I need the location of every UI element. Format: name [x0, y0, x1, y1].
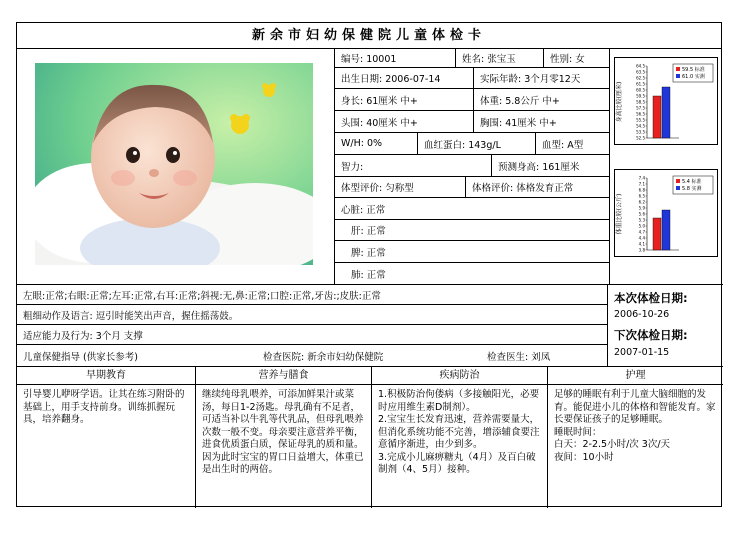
bar-standard — [653, 218, 661, 250]
hospital-field: 检查医院: 新余市妇幼保健院 — [263, 351, 384, 363]
legend-swatch — [676, 74, 680, 78]
guidance-table — [17, 366, 723, 508]
column-title: 营养与膳食 — [196, 367, 371, 385]
column-title: 护理 — [548, 367, 723, 385]
y-tick-label: 3.8 — [638, 247, 645, 253]
this-exam-date: 2006-10-26 — [614, 309, 670, 320]
blood-type-field: 血型: A型 — [535, 133, 609, 154]
legend-label: 5.4 标准 — [682, 178, 702, 185]
gender-field: 性别: 女 — [543, 49, 609, 67]
y-tick-label: 5.3 — [638, 217, 645, 223]
column-title: 疾病防治 — [372, 367, 547, 385]
wh-ratio-field: W/H: 0% — [341, 138, 383, 149]
predicted-height-field: 预测身高: 161厘米 — [491, 155, 609, 176]
guidance-row — [17, 344, 607, 366]
column-text: 继续纯母乳喂养，可添加鲜果汁或菜汤，每日1-2汤匙。母乳确有不足者，可适当补以牛乳等代乳品，但母乳喂养次数一般不变。母亲要注意营养平衡，进食优质蛋白质，保证母乳的质和量。因为此时宝宝的胃口日益增大，体重已是出生时的两倍。 — [202, 389, 364, 475]
y-tick-label: 6.2 — [638, 199, 645, 205]
id-field: 编号: 10001 — [341, 54, 397, 65]
y-axis-label: 体重比较(公斤) — [616, 193, 623, 235]
guidance-column — [371, 367, 547, 508]
guidance-column — [17, 367, 195, 508]
hemoglobin-field: 血红蛋白: 143g/L — [417, 133, 535, 154]
weight-chart — [614, 169, 718, 257]
bar-measured — [662, 210, 670, 250]
y-tick-label: 4.1 — [638, 241, 645, 247]
weight-chart-svg — [615, 170, 717, 256]
guidance-label: 儿童保健指导 (供家长参考) — [23, 351, 138, 363]
legend-swatch — [676, 179, 680, 183]
birth-date-field: 出生日期: 2006-07-14 — [341, 74, 441, 85]
y-tick-label: 5.9 — [638, 205, 645, 211]
legend-swatch — [676, 186, 680, 190]
y-tick-label: 4.7 — [638, 229, 645, 235]
y-tick-label: 63.5 — [636, 69, 645, 75]
y-axis-label: 身高比较(厘米) — [616, 81, 623, 123]
baby-photo — [35, 63, 313, 265]
y-tick-label: 6.8 — [638, 187, 645, 193]
height-chart-svg — [615, 58, 717, 144]
column-text: 1.积极防治佝偻病（多接触阳光，必要时应用维生素D制剂）。 2.宝宝生长发育迅速，营养需要量大，但消化系统功能不完善，增添辅食要注意循序渐进，由少到多。 3.完成小儿麻痹糖丸（4月）及百白破制剂（4、5月）接种。 — [378, 389, 540, 475]
legend-label: 5.8 实测 — [682, 185, 702, 192]
y-tick-label: 55.5 — [636, 117, 645, 123]
info-grid — [335, 49, 609, 284]
y-tick-label: 6.5 — [638, 193, 645, 199]
chest-field: 胸围: 41厘米 中+ — [473, 111, 609, 132]
senses-row: 左眼:正常;右眼:正常;左耳:正常,右耳:正常;斜视:无,鼻:正常;口腔:正常,牙齿:;皮肤:正常 — [17, 284, 607, 304]
guidance-column — [195, 367, 371, 508]
y-tick-label: 7.1 — [638, 181, 645, 187]
y-tick-label: 56.5 — [636, 111, 645, 117]
name-field: 姓名: 张宝玉 — [455, 49, 543, 67]
heart-field: 心脏: 正常 — [341, 204, 386, 216]
doctor-field: 检查医生: 刘凤 — [487, 351, 551, 363]
column-text: 足够的睡眠有利于儿童大脑细胞的发育。能促进小儿的体格和智能发育。家长要保证孩子的足够睡眠。 睡眠时间： 白天：2-2.5小时/次 3次/天 夜间：10小时 — [554, 389, 716, 463]
y-tick-label: 5.6 — [638, 211, 645, 217]
iq-field: 智力: — [341, 161, 364, 173]
next-exam-label: 下次体检日期: — [614, 328, 688, 342]
physique-field: 体型评价: 匀称型 — [341, 183, 414, 194]
legend-swatch — [676, 67, 680, 71]
y-tick-label: 52.5 — [636, 135, 645, 141]
y-tick-label: 59.5 — [636, 93, 645, 99]
guidance-column — [547, 367, 723, 508]
next-exam-date: 2007-01-15 — [614, 347, 670, 358]
y-tick-label: 54.5 — [636, 123, 645, 129]
height-chart — [614, 57, 718, 145]
y-tick-label: 7.4 — [638, 175, 645, 181]
photo-area — [17, 49, 335, 284]
weight-field: 体重: 5.8公斤 中+ — [473, 89, 609, 110]
growth-charts — [609, 49, 723, 284]
adaptive-behavior-row: 适应能力及行为: 3个月 支撑 — [17, 324, 607, 344]
y-tick-label: 64.5 — [636, 63, 645, 69]
liver-field: 肝: 正常 — [351, 226, 386, 237]
head-field: 头围: 40厘米 中+ — [341, 117, 418, 129]
legend-label: 61.0 实测 — [682, 73, 705, 80]
card-title: 新余市妇幼保健院儿童体检卡 — [17, 23, 721, 49]
spleen-field: 脾: 正常 — [351, 247, 386, 259]
motor-language-row: 粗细动作及语言: 逗引时能笑出声音，握住摇荡鼓。 — [17, 304, 607, 324]
bar-standard — [653, 96, 661, 138]
this-exam-label: 本次体检日期: — [614, 291, 688, 305]
bar-measured — [662, 87, 670, 138]
legend-label: 59.5 标准 — [682, 66, 705, 73]
height-field: 身长: 61厘米 中+ — [341, 95, 418, 107]
exam-details — [17, 284, 607, 366]
y-tick-label: 62.5 — [636, 75, 645, 81]
y-tick-label: 5.0 — [638, 223, 645, 229]
age-field: 实际年龄: 3个月零12天 — [473, 68, 609, 88]
lung-field: 肺: 正常 — [351, 269, 386, 281]
physical-eval-field: 体格评价: 体格发育正常 — [465, 177, 609, 197]
y-tick-label: 58.5 — [636, 99, 645, 105]
y-tick-label: 4.4 — [638, 235, 645, 241]
y-tick-label: 61.5 — [636, 81, 645, 87]
health-check-card — [16, 22, 722, 507]
y-tick-label: 60.5 — [636, 87, 645, 93]
exam-dates — [607, 284, 723, 366]
y-tick-label: 57.5 — [636, 105, 645, 111]
column-title: 早期教育 — [17, 367, 195, 385]
column-text: 引导婴儿咿呀学语。让其在练习附卧的基础上，用手支持前身。训练抓握玩具，培养翻身。 — [23, 389, 185, 425]
y-tick-label: 53.5 — [636, 129, 645, 135]
